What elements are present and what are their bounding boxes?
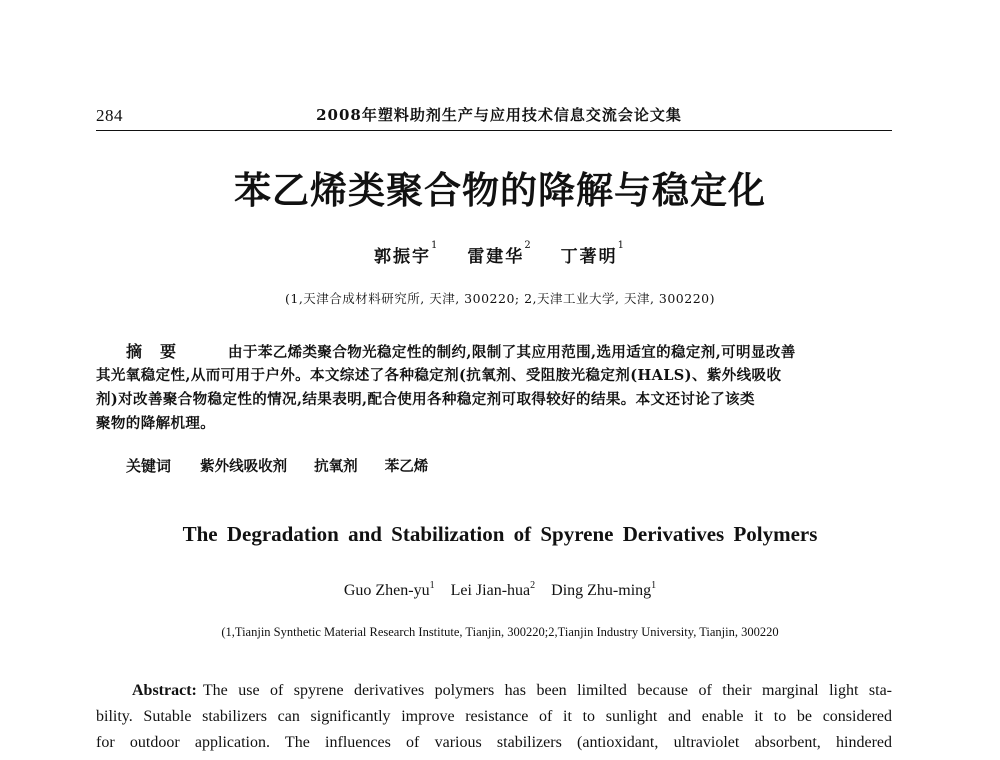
chinese-author: 丁著明$^1$ xyxy=(560,240,626,267)
english-authors xyxy=(0,582,1000,600)
keyword: 苯乙烯 xyxy=(384,458,429,475)
english-abstract-label: Abstract: xyxy=(132,682,197,699)
english-abstract-line: bility. Sutable stabilizers can significantly improve resistance of it to sunlight and enable it to be considered xyxy=(96,708,892,725)
chinese-author: 郭振宇$^1$ xyxy=(374,240,440,267)
chinese-abstract-label: 摘要 xyxy=(126,342,195,361)
chinese-abstract-line: 剂)对改善聚合物稳定性的情况,结果表明,配合使用各种稳定剂可取得较好的结果。本文还讨论了该类 xyxy=(96,391,755,408)
english-abstract-line: Abstract: The use of spyrene derivatives polymers has been limilted because of their marginal light sta- xyxy=(132,682,892,699)
chinese-author: 雷建华$^2$ xyxy=(467,240,533,267)
chinese-keywords xyxy=(126,455,892,476)
keyword: 紫外线吸收剂 xyxy=(200,458,288,475)
english-affiliation: (1,Tianjin Synthetic Material Research Institute, Tianjin, 300220;2,Tianjin Industry University, Tianjin, 300220 xyxy=(221,625,779,639)
running-header-title: 2008年塑料助剂生产与应用技术信息交流会论文集 xyxy=(316,106,682,124)
chinese-affiliation: (1,天津合成材料研究所, 天津, 300220; 2,天津工业大学, 天津, 300220) xyxy=(284,291,715,306)
english-author: Ding Zhu-ming$^1$ xyxy=(551,580,657,599)
english-abstract xyxy=(96,678,892,756)
page-header xyxy=(96,100,892,131)
chinese-title: 苯乙烯类聚合物的降解与稳定化 xyxy=(234,168,766,212)
keyword: 抗氧剂 xyxy=(314,458,358,475)
page-number: 284 xyxy=(96,106,123,125)
chinese-abstract-line: 摘要 由于苯乙烯类聚合物光稳定性的制约,限制了其应用范围,选用适宜的稳定剂,可明显改善 xyxy=(126,342,796,361)
english-author: Lei Jian-hua$^2$ xyxy=(450,580,536,599)
english-author: Guo Zhen-$yu^1$ xyxy=(343,580,435,599)
keywords-label: 关键词 xyxy=(126,457,172,475)
chinese-abstract xyxy=(96,340,892,436)
english-abstract-line: for outdoor application. The influences of various stabilizers (antioxidant, ultraviolet absorbent, hindered xyxy=(96,734,892,751)
chinese-abstract-line: 聚物的降解机理。 xyxy=(96,415,216,432)
english-title: The Degradation and Stabilization of Spyrene Derivatives Polymers xyxy=(182,522,818,546)
chinese-abstract-line: 其光氧稳定性,从而可用于户外。本文综述了各种稳定剂(抗氧剂、受阻胺光稳定剂(HALS)、紫外线吸收 xyxy=(96,367,782,384)
chinese-authors xyxy=(0,242,1000,267)
